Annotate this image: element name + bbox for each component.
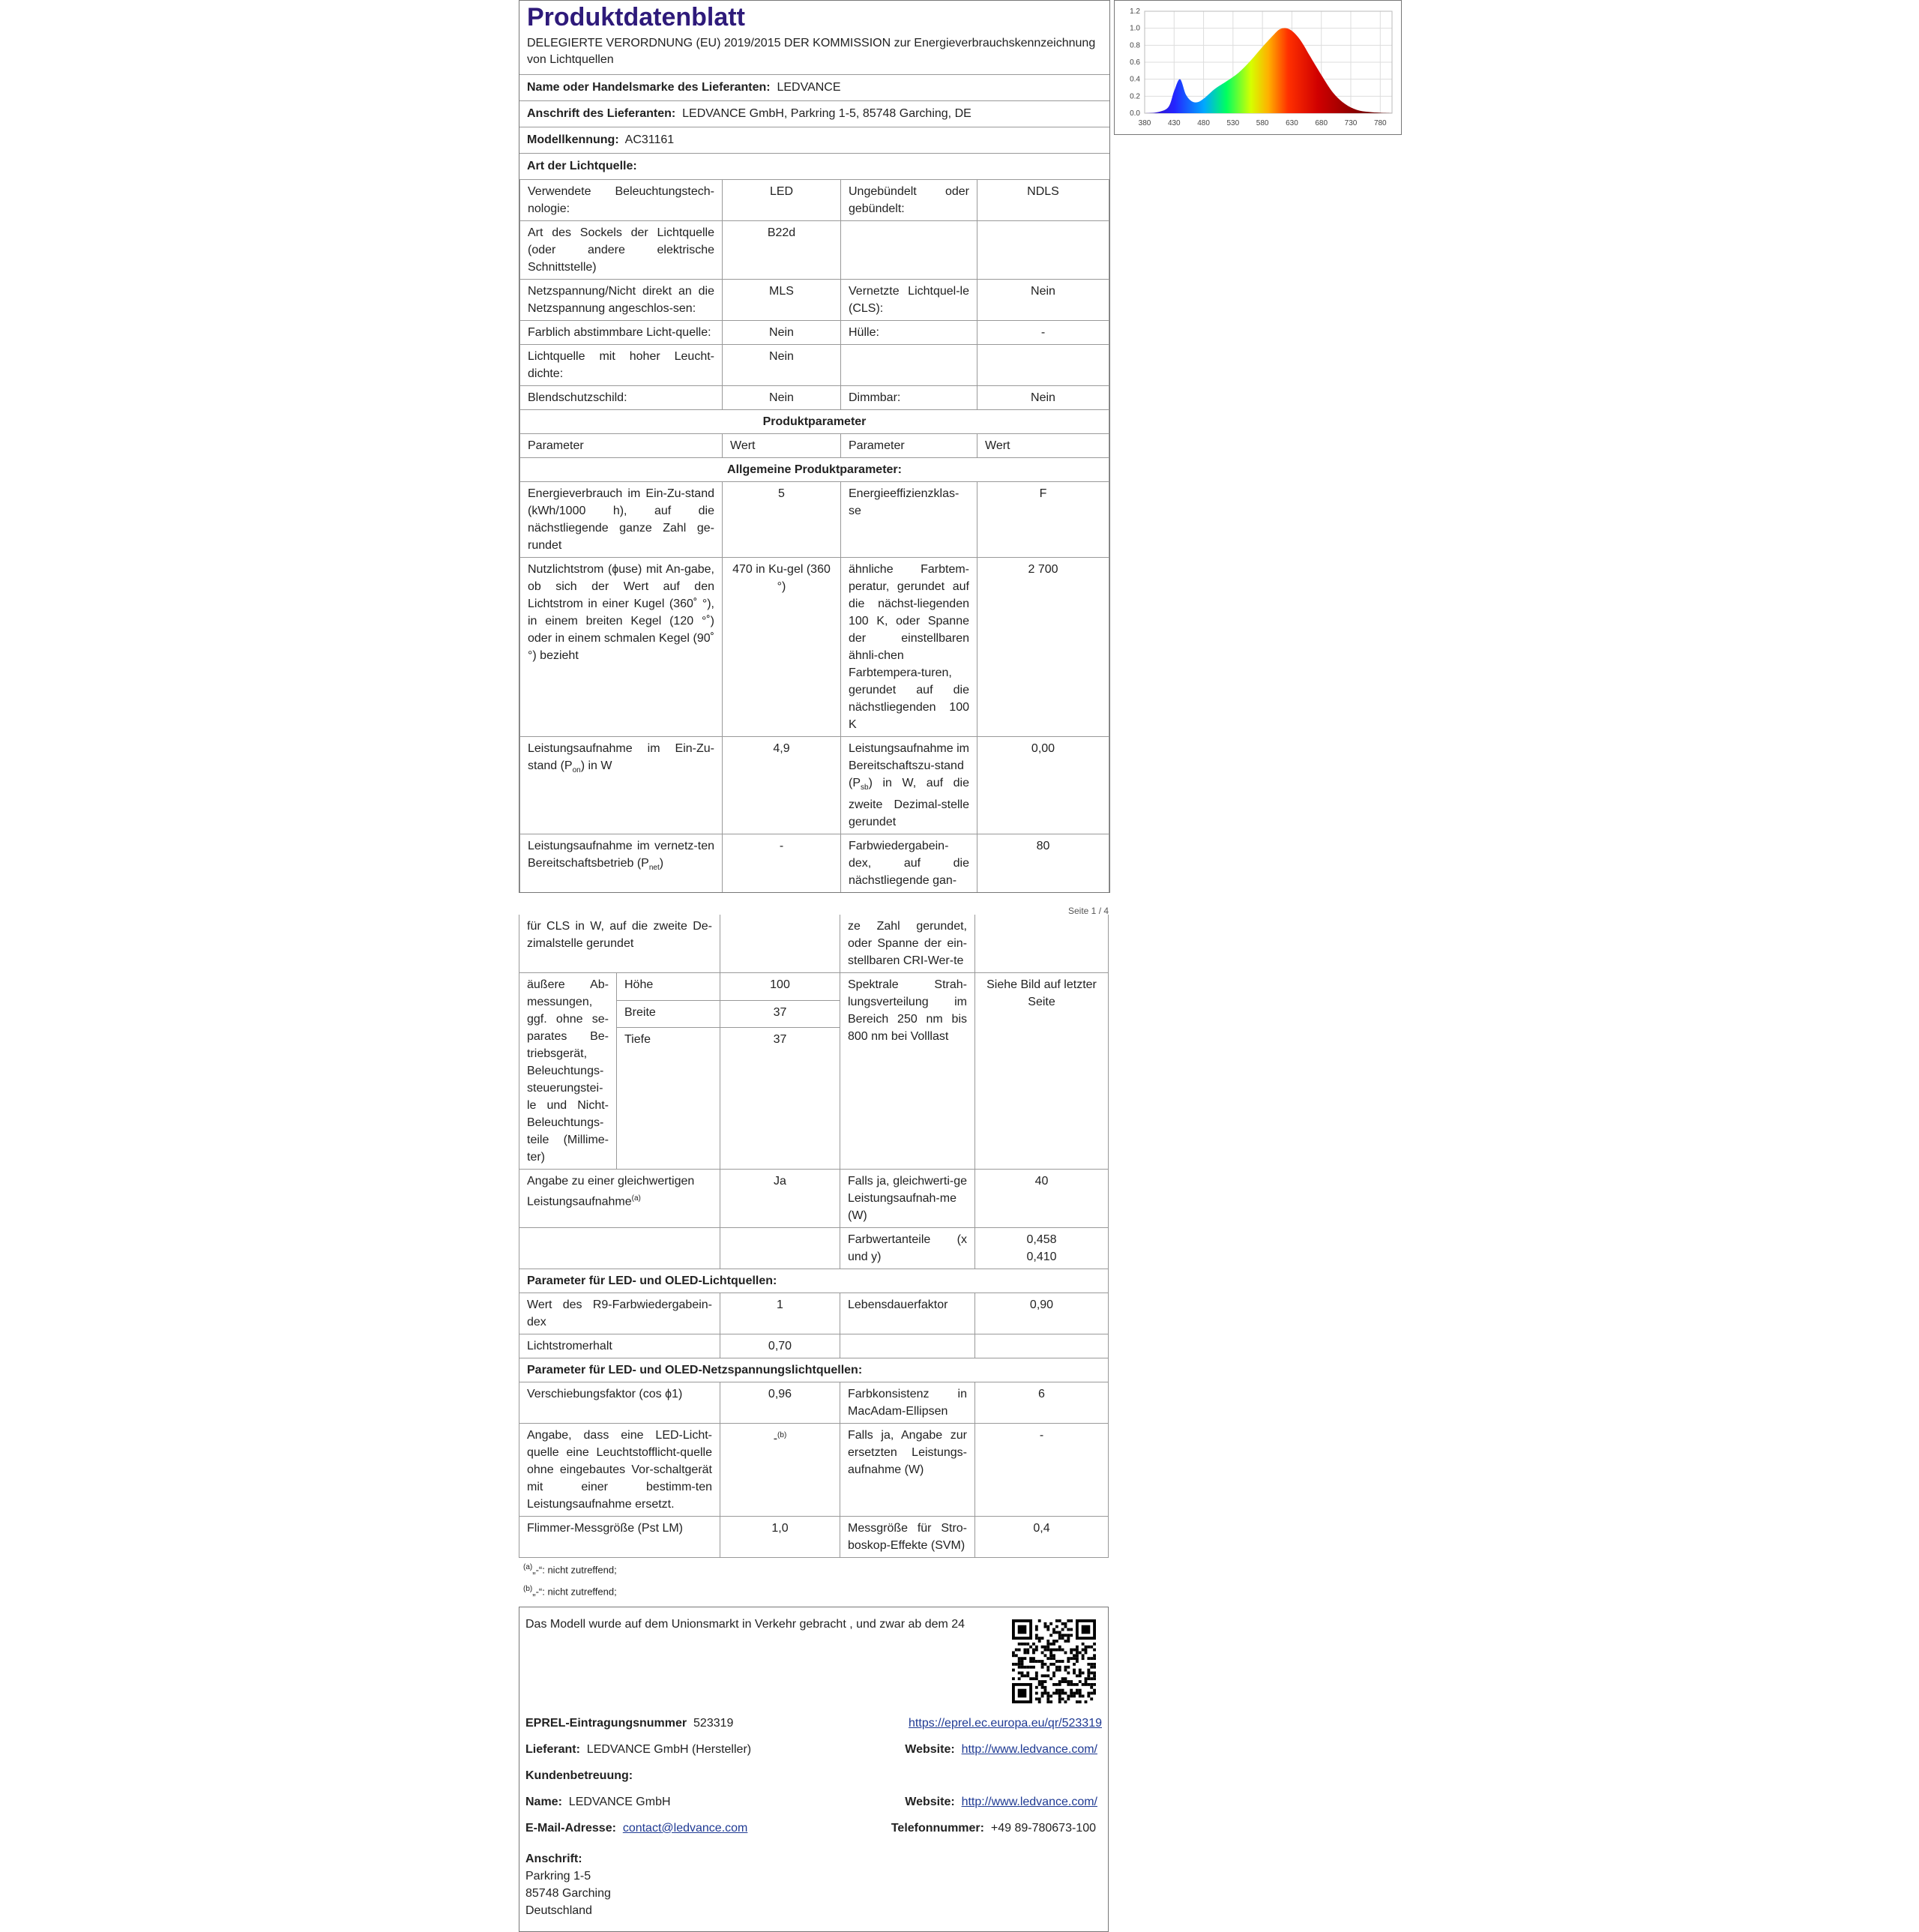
table-row	[520, 834, 1109, 893]
table-header-row	[520, 434, 1109, 458]
table-row	[520, 180, 1109, 221]
email-link[interactable]: contact@ledvance.com	[622, 1821, 748, 1835]
param-label: Lichtquelle mit hoher Leucht-dichte:	[520, 345, 723, 386]
param-label: Verschiebungsfaktor (cos ϕ1)	[519, 1382, 720, 1424]
footnote-marker: (a)	[523, 1563, 533, 1571]
param-value: 0,96	[720, 1382, 840, 1424]
table-row	[519, 1517, 1109, 1558]
column-header: Parameter	[520, 434, 723, 458]
param-value: -	[977, 321, 1109, 345]
type-table	[519, 179, 1109, 892]
param-label	[519, 1228, 720, 1269]
param-value: -	[723, 834, 841, 893]
param-value: 2 700	[977, 558, 1109, 737]
column-header: Wert	[977, 434, 1109, 458]
phone-label: Telefonnummer:	[891, 1821, 984, 1835]
table-row	[520, 558, 1109, 737]
website2-link[interactable]: http://www.ledvance.com/	[961, 1795, 1097, 1808]
type-label: Art der Lichtquelle:	[527, 160, 637, 172]
x-tick-label: 730	[1344, 119, 1358, 127]
label-text: ) in W	[580, 759, 612, 772]
param-value	[720, 915, 840, 973]
footnote-marker: (b)	[523, 1585, 533, 1594]
param-value: 5	[723, 482, 841, 558]
eprel-link[interactable]: https://eprel.ec.europa.eu/qr/523319	[909, 1716, 1102, 1730]
footnote-a	[523, 1558, 1109, 1580]
section-header: Produktparameter	[520, 410, 1109, 434]
table-row	[520, 321, 1109, 345]
footer-box	[519, 1607, 1109, 1932]
address-label: Anschrift des Lieferanten:	[527, 107, 676, 120]
website2-row	[905, 1796, 1097, 1809]
x-tick-label: 380	[1138, 119, 1151, 127]
phone-row	[891, 1822, 1096, 1835]
x-tick-label: 530	[1226, 119, 1240, 127]
market-text: Das Modell wurde auf dem Unionsmarkt in Verkehr gebracht , und zwar ab dem 24	[525, 1617, 965, 1631]
param-value: Nein	[723, 386, 841, 410]
chroma-y: 0,410	[1026, 1251, 1057, 1263]
footnote-b	[523, 1580, 1109, 1601]
doc-title: Produktdatenblatt	[527, 3, 745, 31]
param-value: 1,0	[720, 1517, 840, 1558]
spectrum-chart-svg	[1115, 1, 1401, 134]
phone-value: +49 89-780673-100	[990, 1821, 1096, 1835]
param-value: B22d	[723, 221, 841, 280]
param-label: Nutzlichtstrom (ϕuse) mit An-gabe, ob sich der Wert auf den Lichtstrom in einer Kugel (360˚ °), in einem breiten Kegel (120 °˚) oder in einem schmalen Kegel (90˚ °) bezieht	[520, 558, 723, 737]
x-tick-label: 580	[1256, 119, 1269, 127]
param-value: 1	[720, 1293, 840, 1334]
dim-value: 37	[720, 1000, 840, 1028]
param-value: Nein	[723, 345, 841, 386]
dim-value: 37	[720, 1028, 840, 1170]
param-value: 6	[975, 1382, 1109, 1424]
table-row	[520, 386, 1109, 410]
datasheet-page-2	[519, 915, 1109, 1932]
footnote-ref: (b)	[777, 1431, 787, 1439]
label-text: Angabe zu einer gleichwertigen Leistungsaufnahme	[527, 1175, 695, 1209]
name-value: LEDVANCE GmbH	[568, 1795, 671, 1808]
param-value: 0,70	[720, 1334, 840, 1358]
table-row	[519, 915, 1109, 973]
table-row	[520, 345, 1109, 386]
param-value: 80	[977, 834, 1109, 893]
y-tick-label: 0.8	[1130, 41, 1140, 50]
datasheet-main	[519, 0, 1110, 893]
footnote-text: „-“: nicht zutreffend;	[532, 1586, 617, 1598]
supplier-row	[519, 75, 1109, 101]
name-label: Name:	[525, 1795, 562, 1808]
param-label: Netzspannung/Nicht direkt an die Netzspannung angeschlos-sen:	[520, 280, 723, 321]
param-value: NDLS	[977, 180, 1109, 221]
param-value	[975, 1228, 1109, 1269]
param-value: 0,90	[975, 1293, 1109, 1334]
table-row	[520, 482, 1109, 558]
param-label: Messgröße für Stro-boskop-Effekte (SVM)	[840, 1517, 975, 1558]
addr-label: Anschrift:	[525, 1852, 582, 1865]
spectrum-chart	[1114, 0, 1402, 135]
website-label: Website:	[905, 1742, 955, 1756]
footnotes	[519, 1558, 1109, 1602]
y-tick-label: 0.4	[1130, 75, 1140, 84]
supplier-value: LEDVANCE	[777, 81, 841, 94]
label-sub: sb	[861, 783, 869, 792]
param-label: Wert des R9-Farbwiedergabein-dex	[519, 1293, 720, 1334]
param-value: 0,00	[977, 737, 1109, 834]
param-value: MLS	[723, 280, 841, 321]
param-label: Falls ja, gleichwerti-ge Leistungsaufnah-me (W)	[840, 1170, 975, 1228]
table-row	[519, 1293, 1109, 1334]
param-value	[975, 915, 1109, 973]
param-value	[977, 221, 1109, 280]
param-label: Art des Sockels der Lichtquelle (oder andere elektrische Schnittstelle)	[520, 221, 723, 280]
dim-label: Höhe	[617, 973, 720, 1001]
supplier-footer-label: Lieferant:	[525, 1742, 580, 1756]
param-label: Angabe, dass eine LED-Licht-quelle eine Leuchtstofflicht-quelle ohne eingebautes Vor-schaltgerät mit einer bestimm-ten Leistungsaufnahme ersetzt.	[519, 1424, 720, 1517]
param-label	[841, 221, 977, 280]
param-label: Verwendete Beleuchtungstech-nologie:	[520, 180, 723, 221]
dim-value: 100	[720, 973, 840, 1001]
section-header: Parameter für LED- und OLED-Lichtquellen:	[519, 1269, 1109, 1293]
param-value	[720, 1424, 840, 1517]
param-label: Spektrale Strah-lungsverteilung im Bereich 250 nm bis 800 nm bei Volllast	[840, 973, 975, 1170]
section-row	[519, 1358, 1109, 1382]
x-tick-label: 780	[1373, 119, 1387, 127]
param-value: 40	[975, 1170, 1109, 1228]
eprel-label: EPREL-Eintragungsnummer	[525, 1716, 687, 1730]
name-row	[525, 1796, 1102, 1809]
table-row	[519, 1424, 1109, 1517]
table-row	[519, 1228, 1109, 1269]
param-value: Siehe Bild auf letzter Seite	[975, 973, 1109, 1170]
param-value: F	[977, 482, 1109, 558]
section-header: Parameter für LED- und OLED-Netzspannungslichtquellen:	[519, 1358, 1109, 1382]
page-number: Seite 1 / 4	[1068, 906, 1109, 916]
param-label: ähnliche Farbtem-peratur, gerundet auf die nächst-liegenden 100 K, oder Spanne der einstellbaren ähnli-chen Farbtempera-turen, gerundet auf die nächstliegenden 100 K	[841, 558, 977, 737]
y-tick-label: 0.2	[1130, 92, 1140, 101]
param-label: Dimmbar:	[841, 386, 977, 410]
dim-label: Breite	[617, 1000, 720, 1028]
param-table-continued	[519, 915, 1109, 1558]
table-row	[519, 1170, 1109, 1228]
x-tick-label: 680	[1315, 119, 1328, 127]
param-value: 470 in Ku-gel (360 °)	[723, 558, 841, 737]
param-label: Farbwertanteile (x und y)	[840, 1228, 975, 1269]
x-tick-label: 430	[1167, 119, 1181, 127]
param-label: Blendschutzschild:	[520, 386, 723, 410]
supplier-label: Name oder Handelsmarke des Lieferanten:	[527, 81, 771, 94]
param-label	[841, 737, 977, 834]
param-value: Nein	[977, 280, 1109, 321]
dim-label: Tiefe	[617, 1028, 720, 1170]
label-text: Leistungsaufnahme im Bereitschaftszu-stand (P	[849, 742, 969, 789]
eprel-row	[525, 1717, 1102, 1730]
param-label: Energieverbrauch im Ein-Zu-stand (kWh/1000 h), auf die nächstliegende ganze Zahl ge-rundet	[520, 482, 723, 558]
type-row	[519, 154, 1109, 179]
datasheet-page	[519, 0, 1110, 893]
y-tick-label: 0.6	[1130, 58, 1140, 67]
param-label: Farblich abstimmbare Licht-quelle:	[520, 321, 723, 345]
param-label: Hülle:	[841, 321, 977, 345]
column-header: Parameter	[841, 434, 977, 458]
param-value: Nein	[723, 321, 841, 345]
label-text: Leistungsaufnahme im vernetz-ten Bereitschaftsbetrieb (P	[528, 840, 714, 870]
label-sub: net	[648, 864, 660, 873]
param-label	[520, 834, 723, 893]
service-row	[525, 1769, 1102, 1783]
model-label: Modellkennung:	[527, 133, 619, 146]
qr-code-icon[interactable]	[1012, 1619, 1096, 1703]
label-text: ) in W, auf die zweite Dezimal-stelle gerundet	[849, 777, 969, 829]
table-row	[520, 280, 1109, 321]
param-label: ze Zahl gerundet, oder Spanne der ein-stellbaren CRI-Wer-te	[840, 915, 975, 973]
table-row	[520, 737, 1109, 834]
param-value	[720, 1228, 840, 1269]
website-link[interactable]: http://www.ledvance.com/	[961, 1742, 1097, 1756]
param-label: Falls ja, Angabe zur ersetzten Leistungs-aufnahme (W)	[840, 1424, 975, 1517]
param-label: Farbkonsistenz in MacAdam-Ellipsen	[840, 1382, 975, 1424]
addr-line: 85748 Garching	[525, 1886, 611, 1900]
email-label: E-Mail-Adresse:	[525, 1821, 616, 1835]
param-label: Lichtstromerhalt	[519, 1334, 720, 1358]
param-label: äußere Ab-messungen, ggf. ohne se-parates Be-triebsgerät, Beleuchtungs-steuerungstei-le und Nicht-Beleuchtungs-teile (Millime-ter)	[519, 973, 617, 1170]
value-text: -	[773, 1432, 778, 1445]
param-value: Ja	[720, 1170, 840, 1228]
param-label: Ungebündelt oder gebündelt:	[841, 180, 977, 221]
param-label	[840, 1334, 975, 1358]
param-label: Farbwiedergabein-dex, auf die nächstliegende gan-	[841, 834, 977, 893]
y-tick-label: 1.0	[1130, 24, 1140, 33]
address-row	[519, 101, 1109, 127]
supplier-footer-value: LEDVANCE GmbH (Hersteller)	[586, 1742, 752, 1756]
address-value: LEDVANCE GmbH, Parkring 1-5, 85748 Garching, DE	[682, 107, 971, 120]
service-label: Kundenbetreuung:	[525, 1769, 633, 1782]
table-row	[519, 1382, 1109, 1424]
footnote-text: „-“: nicht zutreffend;	[532, 1564, 617, 1576]
table-row	[519, 1334, 1109, 1358]
model-value: AC31161	[624, 133, 675, 146]
postal-address	[525, 1850, 1102, 1919]
eprel-value: 523319	[693, 1716, 734, 1730]
addr-line: Parkring 1-5	[525, 1869, 591, 1883]
param-value: LED	[723, 180, 841, 221]
label-text: Leistungsaufnahme im Ein-Zu-stand (P	[528, 742, 714, 772]
param-value	[975, 1334, 1109, 1358]
section-header: Allgemeine Produktparameter:	[520, 458, 1109, 482]
y-tick-label: 1.2	[1130, 7, 1140, 16]
param-label: Lebensdauerfaktor	[840, 1293, 975, 1334]
param-value: -	[975, 1424, 1109, 1517]
footnote-ref: (a)	[631, 1194, 641, 1203]
param-value: 0,4	[975, 1517, 1109, 1558]
supplier-footer-row	[525, 1743, 1102, 1757]
param-value	[977, 345, 1109, 386]
regulation-text: DELEGIERTE VERORDNUNG (EU) 2019/2015 DER KOMMISSION zur Energieverbrauchskennzeichnung von Lichtquellen	[519, 32, 1109, 75]
model-row	[519, 127, 1109, 154]
column-header: Wert	[723, 434, 841, 458]
param-label	[520, 737, 723, 834]
label-sub: on	[572, 766, 581, 775]
section-row	[520, 410, 1109, 434]
param-label: Vernetzte Lichtquel-le (CLS):	[841, 280, 977, 321]
label-text: )	[659, 857, 664, 870]
param-label: für CLS in W, auf die zweite De-zimalstelle gerundet	[519, 915, 720, 973]
param-label	[841, 345, 977, 386]
website-row	[905, 1743, 1097, 1757]
x-tick-label: 480	[1197, 119, 1210, 127]
param-label	[519, 1170, 720, 1228]
chroma-x: 0,458	[1026, 1233, 1057, 1246]
spectrum-area	[1145, 28, 1392, 113]
param-label: Flimmer-Messgröße (Pst LM)	[519, 1517, 720, 1558]
y-tick-label: 0.0	[1130, 109, 1140, 118]
param-label: Energieeffizienzklas-se	[841, 482, 977, 558]
section-row	[520, 458, 1109, 482]
table-row	[519, 973, 1109, 1001]
website2-label: Website:	[905, 1795, 955, 1808]
param-value: Nein	[977, 386, 1109, 410]
table-row	[520, 221, 1109, 280]
section-row	[519, 1269, 1109, 1293]
x-tick-label: 630	[1286, 119, 1298, 127]
param-value: 4,9	[723, 737, 841, 834]
email-row	[525, 1822, 1102, 1835]
addr-line: Deutschland	[525, 1904, 592, 1917]
